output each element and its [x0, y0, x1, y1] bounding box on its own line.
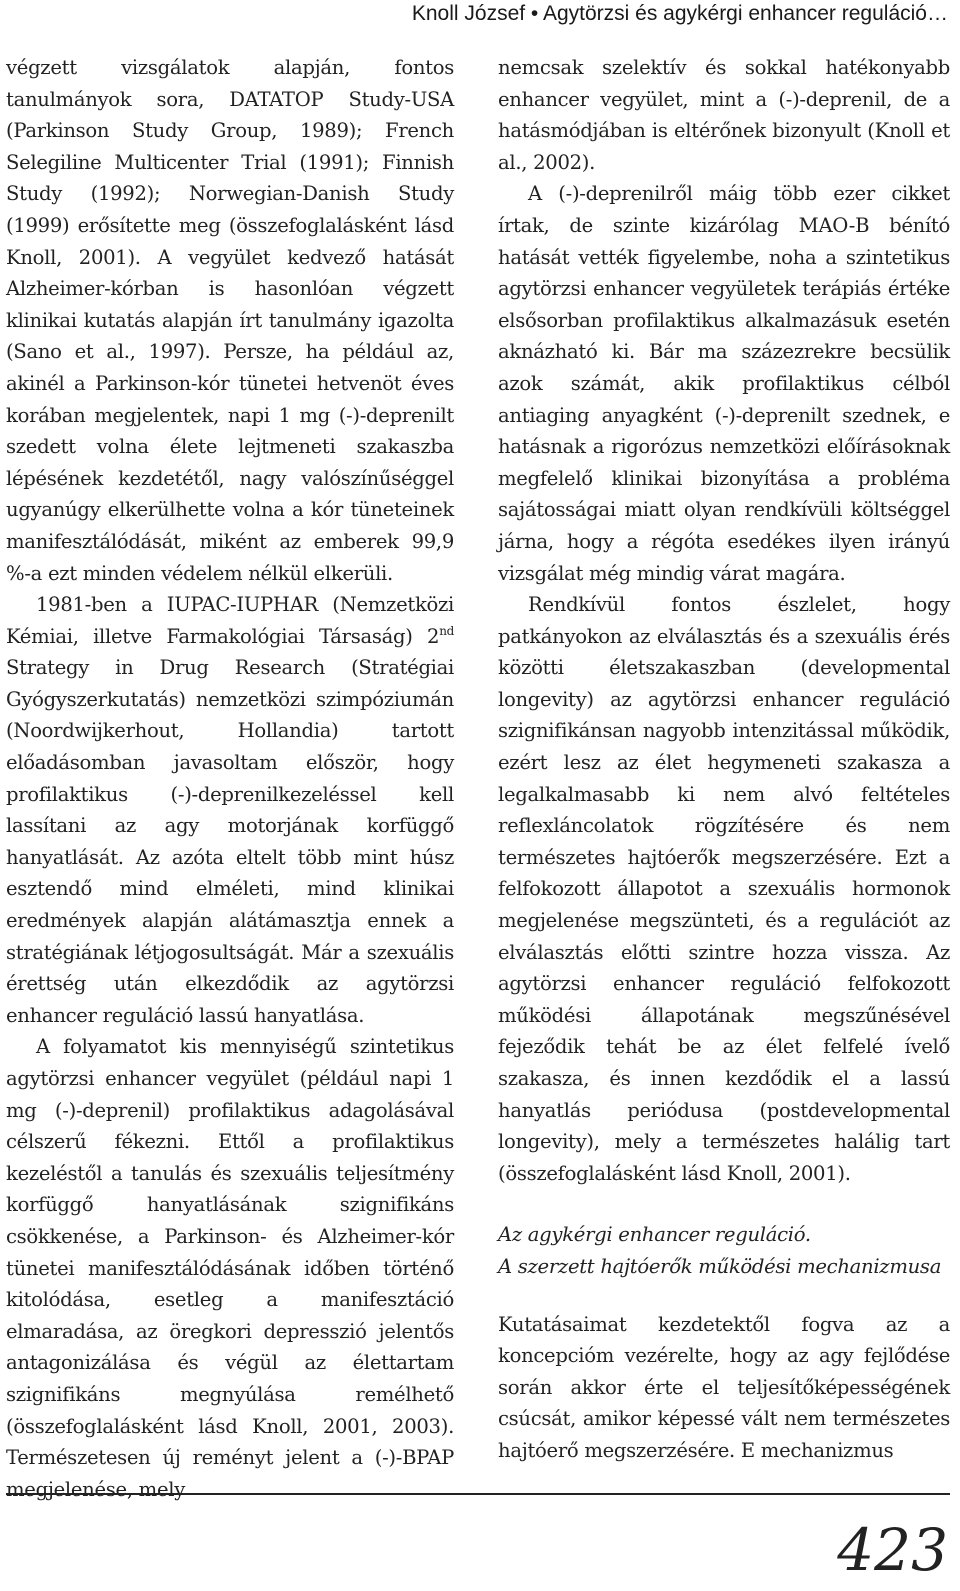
right-column: [498, 52, 950, 1467]
section-heading: [498, 1219, 950, 1282]
section-heading-line: A szerzett hajtóerők működési mechanizmusa: [498, 1254, 942, 1278]
superscript: nd: [439, 623, 454, 638]
paragraph-text: 1981-ben a IUPAC-IUPHAR (Nemzetközi Kémiai, illetve Farmakológiai Társaság) 2: [6, 593, 454, 648]
left-column: [6, 52, 454, 1505]
page-number: 423: [837, 1516, 948, 1584]
paragraph: nemcsak szelektív és sokkal hatékonyabb enhancer vegyület, mint a (-)-deprenil, de a hatásmódjában is eltérőnek bizonyult (Knoll et al., 2002).: [498, 56, 950, 174]
paragraph: [6, 589, 454, 1031]
paragraph: Rendkívül fontos észlelet, hogy patkányokon az elválasztás és a szexuális érés közötti életszakaszban (developmental longevity) az agytörzsi enhancer reguláció szignifikánsan nagyobb intenzitással működik, ezért lesz az élet hegymeneti szakasza a legalkalmasabb ki nem alvó feltételes reflexláncolatok rögzítésére és nem természetes hajtóerők megszerzésére. Ezt a felfokozott állapotot a szexuális hormonok megjelenése megszünteti, és a regulációt az elválasztás előtti szintre hozza vissza. Az agytörzsi enhancer reguláció felfokozott működési állapotának megszűnésével fejeződik tehát be az élet felfelé ívelő szakasza, és innen kezdődik el a lassú hanyatlás periódusa (postdevelopmental longevity), mely a természetes halálig tart (összefoglalásként lásd Knoll, 2001).: [498, 593, 950, 1185]
paragraph: A folyamatot kis mennyiségű szintetikus agytörzsi enhancer vegyület (például napi 1 mg (-)-deprenil) profilaktikus adagolásával célszerű fékezni. Ettől a profilaktikus kezeléstől a tanulás és szexuális teljesítmény korfüggő hanyatlásának szignifikáns csökkenése, a Parkinson- és Alzheimer-kór tünetei manifesztálódásának időben történő kitolódása, esetleg a manifesztáció elmaradása, az öregkori depresszió jelentős antagonizálása és végül az élettartam szignifikáns megnyúlása remélhető (összefoglalásként lásd Knoll, 2001, 2003). Természetesen új reményt jelent a (-)-BPAP megjelenése, mely: [6, 1035, 454, 1501]
paragraph: Kutatásaimat kezdetektől fogva az a koncepcióm vezérelte, hogy az agy fejlődése során akkor érte el teljesítőképességének csúcsát, amikor képessé vált nem természetes hajtóerő megszerzésére. E mechanizmus: [498, 1312, 950, 1462]
paragraph-text: Strategy in Drug Research (Stratégiai Gyógyszerkutatás) nemzetközi szimpóziumán (Noordwijkerhout, Hollandia) tartott előadásomban javasoltam először, hogy profilaktikus (-)-deprenilkezeléssel kell lassítani az agy motorjának korfüggő hanyatlását. Az azóta eltelt több mint húsz esztendő mind elméleti, mind klinikai eredmények alapján alátámasztja ennek a stratégiának létjogosultságát. Már a szexuális érettség után elkezdődik az agytörzsi enhancer reguláció lassú hanyatlása.: [6, 656, 454, 1027]
footer-rule: [6, 1493, 950, 1495]
running-header: Knoll József • Agytörzsi és agykérgi enhancer reguláció…: [411, 2, 948, 25]
paragraph: végzett vizsgálatok alapján, fontos tanulmányok sora, DATATOP Study-USA (Parkinson Study Group, 1989); French Selegiline Multicenter Trial (1991); Finnish Study (1992); Norwegian-Danish Study (1999) erősítette meg (összefoglalásként lásd Knoll, 2001). A vegyület kedvező hatását Alzheimer-kórban is hasonlóan végzett klinikai kutatás alapján írt tanulmány igazolta (Sano et al., 1997). Persze, ha például az, akinél a Parkinson-kór tünetei hetvenöt éves korában megjelentek, napi 1 mg (-)-deprenilt szedett volna élete lejtmeneti szakaszba lépésének kezdetétől, nagy valószínűséggel ugyanúgy elkerülhette volna a kór tüneteinek manifesztálódását, miként az emberek 99,9 %-a ezt minden védelem nélkül elkerüli.: [6, 56, 454, 585]
paragraph: A (-)-deprenilről máig több ezer cikket írtak, de szinte kizárólag MAO-B bénító hatását vették figyelembe, noha a szintetikus agytörzsi enhancer vegyületek terápiás értéke elsősorban profilaktikus alkalmazásuk esetén aknázható ki. Bár ma százezrekre becsülik azok számát, akik profilaktikus célból antiaging anyagként (-)-deprenilt szednek, e hatásnak a rigorózus nemzetközi előírásoknak megfelelő klinikai bizonyítása a probléma sajátosságai miatt olyan rendkívüli költséggel járna, hogy a régóta esedékes ilyen irányú vizsgálat még mindig várat magára.: [498, 182, 950, 585]
section-heading-line: Az agykérgi enhancer reguláció.: [498, 1223, 811, 1247]
